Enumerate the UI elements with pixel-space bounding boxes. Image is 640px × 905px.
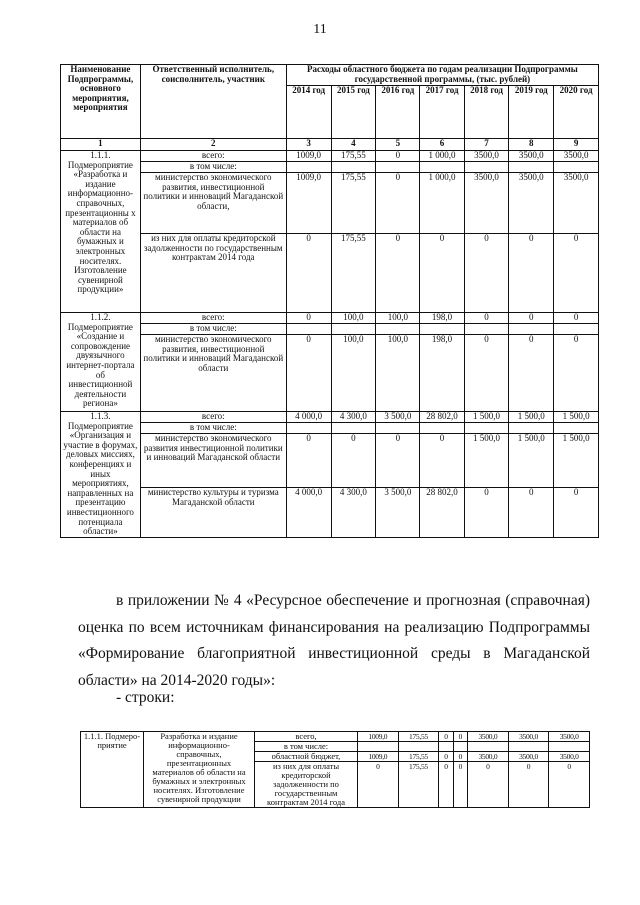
header-year: 2015 год <box>331 86 376 139</box>
value-cell: 3500,0 <box>509 151 554 162</box>
value-cell: 0 <box>554 313 599 324</box>
value-cell: 3500,0 <box>468 732 509 742</box>
activity-code: 1.1.1. Подмеро-приятие <box>81 732 144 808</box>
executor-cell: из них для оплаты кредиторской задолженности по государственным контрактам 2014 года <box>140 234 286 313</box>
value-cell <box>331 324 376 335</box>
executor-cell: министерство экономического развития, инвестиционной политики и инноваций Магаданской области <box>140 335 286 412</box>
table-row <box>61 434 599 488</box>
value-cell <box>554 423 599 434</box>
amendment-paragraph: в приложении № 4 «Ресурсное обеспечение и прогнозная (справочная) оценка по всем источникам финансирования на реализацию Подпрограммы «Формирование благоприятной инвестиционной среды в Магаданской области» на 2014-2020 годы»: <box>78 592 590 689</box>
value-cell: 0 <box>358 762 399 808</box>
value-cell: 0 <box>376 434 420 488</box>
value-cell: 0 <box>286 434 331 488</box>
value-cell <box>331 162 376 173</box>
value-cell <box>554 162 599 173</box>
value-cell: 3500,0 <box>554 151 599 162</box>
table-row <box>61 151 599 162</box>
value-cell: 0 <box>286 313 331 324</box>
column-number: 7 <box>464 139 509 151</box>
value-cell <box>549 742 590 752</box>
value-cell: 0 <box>420 234 464 313</box>
value-cell: 0 <box>331 434 376 488</box>
table-row <box>61 313 599 324</box>
column-number: 5 <box>376 139 420 151</box>
value-cell: 1 500,0 <box>554 412 599 423</box>
value-cell: 4 300,0 <box>331 488 376 538</box>
value-cell: 0 <box>439 752 453 762</box>
value-cell <box>508 742 549 752</box>
column-number: 9 <box>554 139 599 151</box>
value-cell: 3500,0 <box>509 173 554 234</box>
column-number: 6 <box>420 139 464 151</box>
header-year: 2020 год <box>554 86 599 139</box>
value-cell: 0 <box>453 732 467 742</box>
column-number: 2 <box>140 139 286 151</box>
column-number: 4 <box>331 139 376 151</box>
value-cell: 3500,0 <box>549 752 590 762</box>
header-year: 2017 год <box>420 86 464 139</box>
table-row <box>61 335 599 412</box>
column-number-row <box>61 139 599 151</box>
table-row <box>61 488 599 538</box>
column-number: 1 <box>61 139 141 151</box>
value-cell: 0 <box>376 234 420 313</box>
value-cell: 100,0 <box>376 335 420 412</box>
value-cell: 3 500,0 <box>376 488 420 538</box>
value-cell: 100,0 <box>331 313 376 324</box>
value-cell: 100,0 <box>376 313 420 324</box>
value-cell <box>286 423 331 434</box>
value-cell: 28 802,0 <box>420 488 464 538</box>
header-year: 2016 год <box>376 86 420 139</box>
value-cell: 1 500,0 <box>464 412 509 423</box>
executor-cell: министерство экономического развития, инвестиционной политики и инноваций Магаданской области, <box>140 173 286 234</box>
value-cell <box>331 423 376 434</box>
header-name: Наименование Подпрограммы, основного мероприятия, мероприятия <box>61 65 141 139</box>
activity-description: Разработка и издание информационно-справочных, презентационных материалов об области на бумажных и электронных носителях. Изготовление сувенирной продукции <box>144 732 255 808</box>
value-cell <box>554 324 599 335</box>
value-cell: 0 <box>554 234 599 313</box>
value-cell <box>376 162 420 173</box>
value-cell: 1009,0 <box>286 173 331 234</box>
value-cell: 1009,0 <box>286 151 331 162</box>
value-cell <box>420 423 464 434</box>
executor-cell: министерство экономического развития инвестиционной политики и инноваций Магаданской области <box>140 434 286 488</box>
value-cell <box>420 162 464 173</box>
table-row <box>61 234 599 313</box>
value-cell: 175,55 <box>331 234 376 313</box>
executor-cell: всего: <box>140 412 286 423</box>
table-row <box>81 732 590 742</box>
value-cell: 0 <box>464 234 509 313</box>
value-cell: 0 <box>509 488 554 538</box>
value-cell: 28 802,0 <box>420 412 464 423</box>
value-cell <box>509 324 554 335</box>
value-cell: 1009,0 <box>358 752 399 762</box>
value-cell: 1 500,0 <box>464 434 509 488</box>
table-row <box>61 423 599 434</box>
value-cell: 3500,0 <box>549 732 590 742</box>
value-cell: 1 500,0 <box>509 434 554 488</box>
value-cell: 175,55 <box>398 762 439 808</box>
value-cell: 3500,0 <box>508 732 549 742</box>
old-rows-table <box>80 731 590 808</box>
table-header-row <box>61 65 599 86</box>
value-cell: 100,0 <box>331 335 376 412</box>
value-cell <box>398 742 439 752</box>
value-cell <box>453 742 467 752</box>
value-cell: 0 <box>420 434 464 488</box>
source-label: всего, <box>255 732 358 742</box>
value-cell: 0 <box>439 732 453 742</box>
source-label: областной бюджет, <box>255 752 358 762</box>
executor-cell: всего: <box>140 313 286 324</box>
column-number: 8 <box>509 139 554 151</box>
table-row <box>61 412 599 423</box>
value-cell: 3500,0 <box>508 752 549 762</box>
value-cell: 0 <box>549 762 590 808</box>
value-cell: 3500,0 <box>468 752 509 762</box>
value-cell: 0 <box>508 762 549 808</box>
value-cell <box>376 423 420 434</box>
executor-cell: в том числе: <box>140 324 286 335</box>
value-cell: 0 <box>554 488 599 538</box>
value-cell: 0 <box>464 488 509 538</box>
budget-table <box>60 64 599 538</box>
value-cell <box>468 742 509 752</box>
value-cell <box>509 162 554 173</box>
value-cell: 198,0 <box>420 335 464 412</box>
activity-name: 1.1.3. Подмероприятие «Организация и участие в форумах, деловых миссиях, конференциях и иных мероприятиях, направленных на презентацию инвестиционного потенциала области» <box>61 412 141 538</box>
value-cell: 3500,0 <box>464 151 509 162</box>
value-cell: 0 <box>554 335 599 412</box>
value-cell <box>464 423 509 434</box>
header-executor: Ответственный исполнитель, соисполнитель, участник <box>140 65 286 139</box>
value-cell: 4 300,0 <box>331 412 376 423</box>
activity-name: 1.1.2. Подмероприятие «Создание и сопровождение двуязычного интернет-портала об инвестиционной деятельности региона» <box>61 313 141 412</box>
table-row <box>61 173 599 234</box>
value-cell: 0 <box>509 313 554 324</box>
value-cell: 0 <box>286 234 331 313</box>
header-year: 2018 год <box>464 86 509 139</box>
value-cell: 3500,0 <box>464 173 509 234</box>
table-row <box>61 162 599 173</box>
value-cell: 175,55 <box>398 732 439 742</box>
value-cell <box>358 742 399 752</box>
value-cell: 1 500,0 <box>509 412 554 423</box>
value-cell: 0 <box>464 313 509 324</box>
value-cell <box>439 742 453 752</box>
page-number: 11 <box>313 22 327 37</box>
source-label: из них для оплаты кредиторской задолженности по государственным контрактам 2014 года <box>255 762 358 808</box>
value-cell: 0 <box>464 335 509 412</box>
header-expenses: Расходы областного бюджета по годам реализации Подпрограммы государственной программы, (тыс. рублей) <box>286 65 598 86</box>
executor-cell: в том числе: <box>140 423 286 434</box>
value-cell: 175,55 <box>398 752 439 762</box>
value-cell <box>286 324 331 335</box>
value-cell: 3 500,0 <box>376 412 420 423</box>
value-cell: 0 <box>509 335 554 412</box>
header-year: 2014 год <box>286 86 331 139</box>
value-cell: 1 000,0 <box>420 173 464 234</box>
value-cell: 1 500,0 <box>554 434 599 488</box>
value-cell: 0 <box>376 151 420 162</box>
value-cell: 0 <box>453 752 467 762</box>
value-cell: 0 <box>509 234 554 313</box>
source-label: в том числе: <box>255 742 358 752</box>
executor-cell: всего: <box>140 151 286 162</box>
value-cell <box>376 324 420 335</box>
value-cell <box>286 162 331 173</box>
value-cell: 198,0 <box>420 313 464 324</box>
value-cell <box>464 324 509 335</box>
value-cell <box>420 324 464 335</box>
value-cell: 1 000,0 <box>420 151 464 162</box>
value-cell: 175,55 <box>331 173 376 234</box>
value-cell: 1009,0 <box>358 732 399 742</box>
activity-name: 1.1.1. Подмероприятие «Разработка и издание информационно-справочных, презентационны х материалов об области на бумажных и электронных носителях. Изготовление сувенирной продукции» <box>61 151 141 313</box>
value-cell: 0 <box>453 762 467 808</box>
value-cell: 4 000,0 <box>286 412 331 423</box>
value-cell: 3500,0 <box>554 173 599 234</box>
value-cell: 0 <box>286 335 331 412</box>
value-cell: 0 <box>468 762 509 808</box>
value-cell: 0 <box>439 762 453 808</box>
header-year: 2019 год <box>509 86 554 139</box>
value-cell: 4 000,0 <box>286 488 331 538</box>
value-cell <box>464 162 509 173</box>
value-cell: 0 <box>376 173 420 234</box>
executor-cell: министерство культуры и туризма Магаданской области <box>140 488 286 538</box>
table-row <box>61 324 599 335</box>
value-cell <box>509 423 554 434</box>
rows-label: - строки: <box>116 689 175 706</box>
column-number: 3 <box>286 139 331 151</box>
value-cell: 175,55 <box>331 151 376 162</box>
executor-cell: в том числе: <box>140 162 286 173</box>
